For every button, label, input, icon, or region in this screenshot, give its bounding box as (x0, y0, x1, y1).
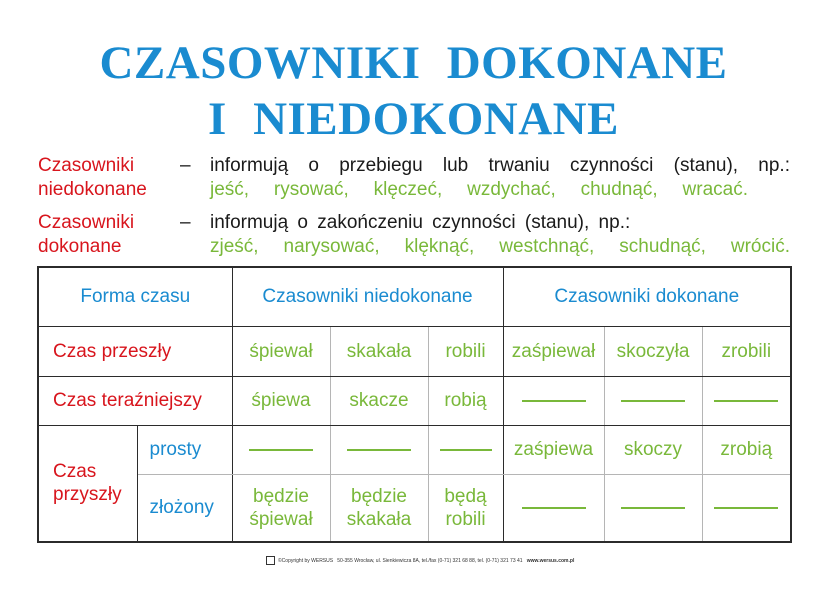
empty-dash (714, 400, 778, 402)
def1-dash: – (180, 155, 191, 176)
future-simple-imperf-1-empty (232, 425, 330, 474)
row-label-future-compound: złożony (137, 474, 232, 542)
future-simple-imperf-2-empty (330, 425, 428, 474)
future-compound-1-verb: śpiewał (249, 508, 313, 530)
def2-dash: – (180, 212, 191, 233)
footer-address: 50-355 Wrocław, ul. Sienkiewicza 8A, tel./fax (0-71) 321 68 88, tel. (0-71) 321 73 41 (337, 557, 523, 564)
row-label-future-simple: prosty (137, 425, 232, 474)
row-label-past: Czas przeszły (38, 326, 232, 376)
future-simple-imperf-3-empty (428, 425, 503, 474)
empty-dash (440, 449, 492, 451)
title-line-2: I NIEDOKONANE (208, 93, 619, 145)
future-compound-perf-3-empty (702, 474, 791, 542)
row-label-present: Czas teraźniejszy (38, 376, 232, 425)
empty-dash (522, 507, 586, 509)
header-perfective: Czasowniki dokonane (503, 267, 791, 326)
def1-examples: jeść, rysować, klęczeć, wzdychać, chudnąć, wracać. (210, 179, 748, 200)
present-perf-1-empty (503, 376, 604, 425)
empty-dash (522, 400, 586, 402)
empty-dash (621, 507, 685, 509)
def2-term-line1: Czasowniki (38, 212, 135, 233)
def2-term-line2: dokonane (38, 236, 122, 257)
past-imperf-2: skakała (330, 326, 428, 376)
future-compound-2-aux: będzie (351, 485, 407, 507)
future-compound-3-verb: robili (445, 508, 486, 530)
future-simple-perf-3: zrobią (702, 425, 791, 474)
def1-term-line1: Czasowniki (38, 155, 135, 176)
present-perf-2-empty (604, 376, 702, 425)
header-tense-form: Forma czasu (38, 267, 232, 326)
publisher-logo-icon (266, 556, 275, 565)
row-label-future (38, 425, 137, 542)
footer-url: www.wersus.com.pl (526, 557, 575, 564)
empty-dash (249, 449, 313, 451)
past-perf-1: zaśpiewał (503, 326, 604, 376)
def1-term-line2: niedokonane (38, 179, 147, 200)
title-line-1: CZASOWNIKI DOKONANE (99, 37, 728, 89)
footer-copyright: ©Copyright by WERSUS (278, 557, 334, 564)
def1-text: informują o przebiegu lub trwaniu czynności (stanu), np.: (210, 155, 790, 176)
past-imperf-1: śpiewał (232, 326, 330, 376)
footer (266, 556, 575, 565)
past-perf-2: skoczyła (604, 326, 702, 376)
past-perf-3: zrobili (702, 326, 791, 376)
present-imperf-1: śpiewa (232, 376, 330, 425)
def2-text: informują o zakończeniu czynności (stanu), np.: (210, 212, 631, 233)
empty-dash (347, 449, 411, 451)
past-imperf-3: robili (428, 326, 503, 376)
future-compound-1-aux: będzie (253, 485, 309, 507)
future-compound-imperf-3 (428, 474, 503, 542)
header-imperfective: Czasowniki niedokonane (232, 267, 503, 326)
present-imperf-3: robią (428, 376, 503, 425)
present-perf-3-empty (702, 376, 791, 425)
future-compound-3-aux: będą (444, 485, 487, 507)
future-compound-2-verb: skakała (346, 508, 412, 530)
conjugation-table (37, 266, 792, 543)
future-label-line2: przyszły (53, 484, 122, 506)
future-compound-imperf-2 (330, 474, 428, 542)
def2-examples: zjeść, narysować, klęknąć, westchnąć, schudnąć, wrócić. (210, 236, 790, 257)
empty-dash (714, 507, 778, 509)
future-simple-perf-1: zaśpiewa (503, 425, 604, 474)
future-simple-perf-2: skoczy (604, 425, 702, 474)
empty-dash (621, 400, 685, 402)
future-compound-perf-1-empty (503, 474, 604, 542)
future-label-line1: Czas (53, 461, 97, 483)
future-compound-perf-2-empty (604, 474, 702, 542)
present-imperf-2: skacze (330, 376, 428, 425)
future-compound-imperf-1 (232, 474, 330, 542)
